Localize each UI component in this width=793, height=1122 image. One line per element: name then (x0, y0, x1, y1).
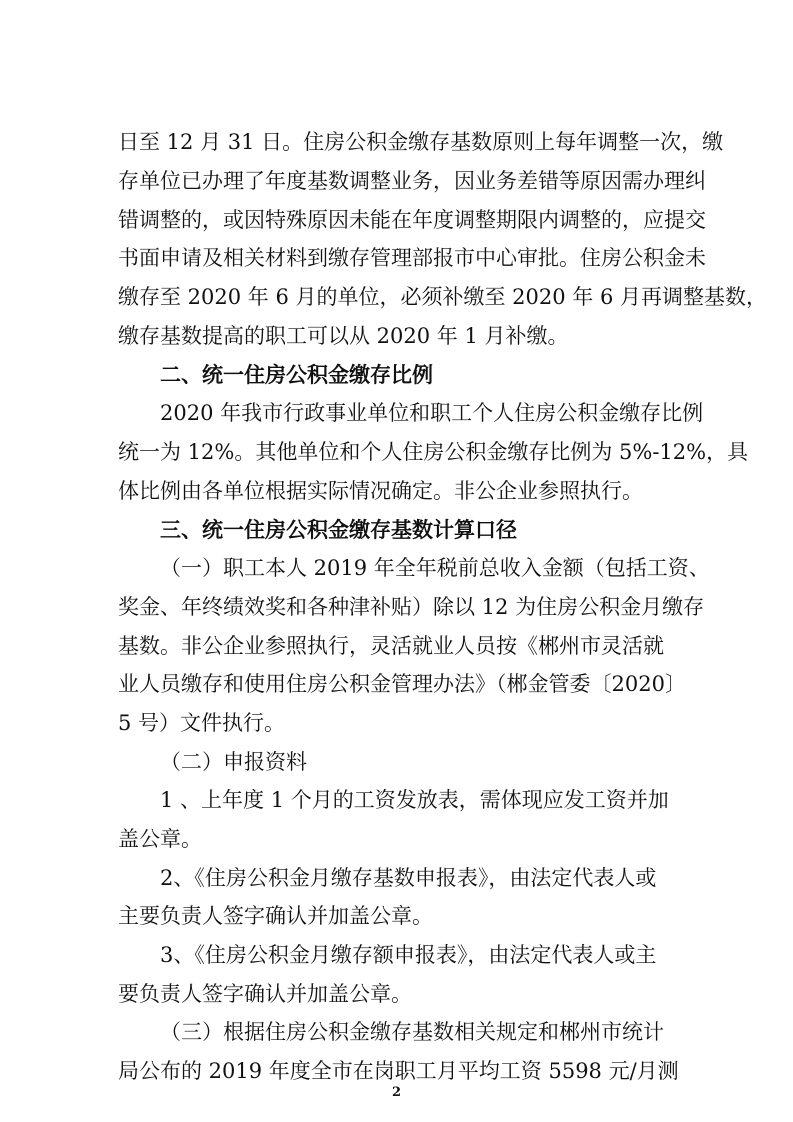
text-line: 5 号）文件执行。 (118, 711, 286, 735)
text-line: 盖公章。 (118, 827, 202, 851)
text-line: 1 、上年度 1 个月的工资发放表，需体现应发工资并加 (160, 788, 669, 812)
section-heading-3: 三、统一住房公积金缴存基数计算口径 (160, 518, 517, 542)
text-line: 错调整的，或因特殊原因未能在年度调整期限内调整的，应提交 (118, 208, 706, 232)
text-line: 书面申请及相关材料到缴存管理部报市中心审批。住房公积金未 (118, 246, 706, 270)
text-line: 主要负责人签字确认并加盖公章。 (118, 904, 433, 928)
text-line: （一）职工本人 2019 年全年税前总收入金额（包括工资、 (160, 556, 710, 580)
section-heading-2: 二、统一住房公积金缴存比例 (160, 363, 433, 387)
text-line: 日至 12 月 31 日。住房公积金缴存基数原则上每年调整一次，缴 (118, 130, 724, 154)
text-line: 存单位已办理了年度基数调整业务，因业务差错等原因需办理纠 (118, 169, 706, 193)
text-line: 统一为 12%。其他单位和个人住房公积金缴存比例为 5%-12%，具 (118, 440, 749, 464)
text-line: （三）根据住房公积金缴存基数相关规定和郴州市统计 (160, 1020, 664, 1044)
text-line: 2020 年我市行政事业单位和职工个人住房公积金缴存比例 (160, 401, 704, 425)
text-line: 要负责人签字确认并加盖公章。 (118, 982, 412, 1006)
subsection-heading: （二）申报资料 (160, 750, 307, 774)
text-line: 体比例由各单位根据实际情况确定。非公企业参照执行。 (118, 479, 643, 503)
text-line: 缴存基数提高的职工可以从 2020 年 1 月补缴。 (118, 324, 569, 348)
page-number: 2 (391, 1085, 402, 1100)
text-line: 3、《住房公积金月缴存额申报表》，由法定代表人或主 (160, 943, 657, 967)
text-line: 局公布的 2019 年度全市在岗职工月平均工资 5598 元/月测 (118, 1059, 679, 1083)
text-line: 业人员缴存和使用住房公积金管理办法》（郴金管委〔2020〕 (118, 672, 686, 696)
text-line: 基数。非公企业参照执行，灵活就业人员按《郴州市灵活就 (118, 634, 664, 658)
text-line: 缴存至 2020 年 6 月的单位，必须补缴至 2020 年 6 月再调整基数， (118, 285, 768, 309)
text-line: 奖金、年终绩效奖和各种津补贴）除以 12 为住房公积金月缴存 (118, 595, 705, 619)
text-line: 2、《住房公积金月缴存基数申报表》，由法定代表人或 (160, 866, 657, 890)
